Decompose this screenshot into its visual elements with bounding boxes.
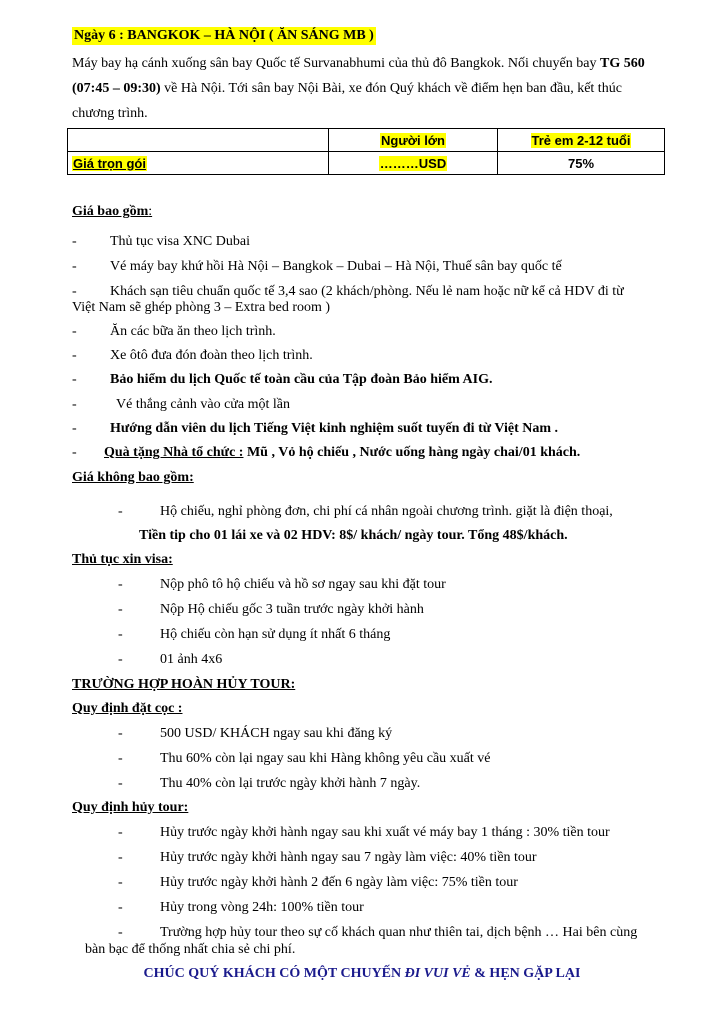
dash: -	[118, 577, 123, 592]
cancel-title: Quy định hủy tour:	[72, 800, 189, 815]
included-item: Xe ôtô đưa đón đoàn theo lịch trình.	[110, 348, 313, 363]
deposit-item: Thu 40% còn lại trước ngày khởi hành 7 ngày.	[160, 776, 421, 791]
visa-title: Thủ tục xin visa:	[72, 552, 173, 567]
day-desc-part2: về Hà Nội. Tới sân bay Nội Bài, xe đón Quý khách về điểm hẹn ban đầu, kết thúc chương trình.	[72, 81, 622, 121]
included-item-insurance: Bảo hiểm du lịch Quốc tế toàn cầu của Tập đoàn Bảo hiểm AIG.	[110, 372, 493, 387]
included-item: Vé thắng cảnh vào cửa một lần	[116, 397, 290, 412]
price-table-header-row	[68, 129, 665, 152]
included-item: Vé máy bay khứ hồi Hà Nội – Bangkok – Dubai – Hà Nội, Thuế sân bay quốc tế	[110, 259, 562, 274]
dash: -	[72, 445, 77, 460]
cancellation-heading: TRƯỜNG HỢP HOÀN HỦY TOUR:	[72, 677, 296, 692]
visa-item: Hộ chiếu còn hạn sử dụng ít nhất 6 tháng	[160, 627, 391, 642]
day-heading: Ngày 6 : BANGKOK – HÀ NỘI ( ĂN SÁNG MB )	[74, 28, 374, 43]
deposit-item: 500 USD/ KHÁCH ngay sau khi đăng ký	[160, 726, 393, 741]
dash: -	[118, 504, 123, 519]
dash: -	[118, 850, 123, 865]
tip-note: Tiền tip cho 01 lái xe và 02 HDV: 8$/ khách/ ngày tour. Tổng 48$/khách.	[139, 528, 568, 543]
dash: -	[118, 726, 123, 741]
day-description	[72, 51, 652, 126]
included-title: Giá bao gồm:	[72, 204, 153, 219]
dash: -	[72, 234, 77, 249]
table-header-adult: Người lớn	[329, 129, 498, 152]
dash: -	[72, 348, 77, 363]
flight-number: TG 560 (07:45 – 09:30)	[72, 56, 645, 96]
included-item: Ăn các bữa ăn theo lịch trình.	[110, 324, 276, 339]
dash: -	[118, 652, 123, 667]
dash: -	[118, 925, 123, 940]
cancel-item: Hủy trong vòng 24h: 100% tiền tour	[160, 900, 364, 915]
dash: -	[118, 602, 123, 617]
visa-item: Nộp phô tô hộ chiếu và hồ sơ ngay sau khi đặt tour	[160, 577, 446, 592]
dash: -	[72, 284, 77, 299]
included-item-guide: Hướng dẫn viên du lịch Tiếng Việt kinh nghiệm suốt tuyến đi từ Việt Nam .	[110, 421, 559, 436]
child-price: 75%	[498, 152, 665, 175]
excluded-item: Hộ chiếu, nghỉ phòng đơn, chi phí cá nhân ngoài chương trình. giặt là điện thoại,	[160, 504, 613, 519]
cancel-item: Hủy trước ngày khởi hành 2 đến 6 ngày làm việc: 75% tiền tour	[160, 875, 518, 890]
dash: -	[72, 324, 77, 339]
dash: -	[72, 397, 77, 412]
dash: -	[72, 372, 77, 387]
cancel-item: Hủy trước ngày khởi hành ngay sau 7 ngày làm việc: 40% tiền tour	[160, 850, 537, 865]
included-item-continued: Việt Nam sẽ ghép phòng 3 – Extra bed room )	[72, 300, 331, 315]
visa-item: Nộp Hộ chiếu gốc 3 tuần trước ngày khởi hành	[160, 602, 424, 617]
table-header-empty	[68, 129, 329, 152]
dash: -	[118, 900, 123, 915]
cancel-item: Trường hợp hủy tour theo sự cố khách quan như thiên tai, dịch bệnh … Hai bên cùng	[160, 925, 638, 940]
dash: -	[118, 825, 123, 840]
included-item: Khách sạn tiêu chuẩn quốc tế 3,4 sao (2 khách/phòng. Nếu lẻ nam hoặc nữ kể cả HDV đi từ	[110, 284, 624, 299]
included-gift: Quà tặng Nhà tổ chức : Mũ , Vỏ hộ chiếu , Nước uống hàng ngày chai/01 khách.	[104, 445, 581, 460]
cancel-item: Hủy trước ngày khởi hành ngay sau khi xuất vé máy bay 1 tháng : 30% tiền tour	[160, 825, 610, 840]
package-price-label: Giá trọn gói	[68, 152, 329, 175]
included-item: Thủ tục visa XNC Dubai	[110, 234, 250, 249]
dash: -	[118, 751, 123, 766]
cancel-item-continued: bàn bạc để thống nhất chia sẻ chi phí.	[85, 942, 296, 957]
closing-message: CHÚC QUÝ KHÁCH CÓ MỘT CHUYẾN ĐI VUI VẺ & HẸN GẶP LẠI	[143, 966, 581, 981]
day-desc-part1: Máy bay hạ cánh xuống sân bay Quốc tế Survanabhumi của thủ đô Bangkok. Nối chuyến bay	[72, 56, 600, 71]
deposit-item: Thu 60% còn lại ngay sau khi Hàng không yêu cầu xuất vé	[160, 751, 491, 766]
dash: -	[118, 627, 123, 642]
dash: -	[72, 259, 77, 274]
table-header-child: Trẻ em 2-12 tuổi	[498, 129, 665, 152]
dash: -	[72, 421, 77, 436]
deposit-title: Quy định đặt cọc :	[72, 701, 183, 716]
excluded-title: Giá không bao gồm:	[72, 470, 194, 485]
adult-price: ………USD	[329, 152, 498, 175]
price-table	[67, 128, 665, 175]
dash: -	[118, 776, 123, 791]
price-table-row	[68, 152, 665, 175]
dash: -	[118, 875, 123, 890]
visa-item: 01 ảnh 4x6	[160, 652, 223, 667]
